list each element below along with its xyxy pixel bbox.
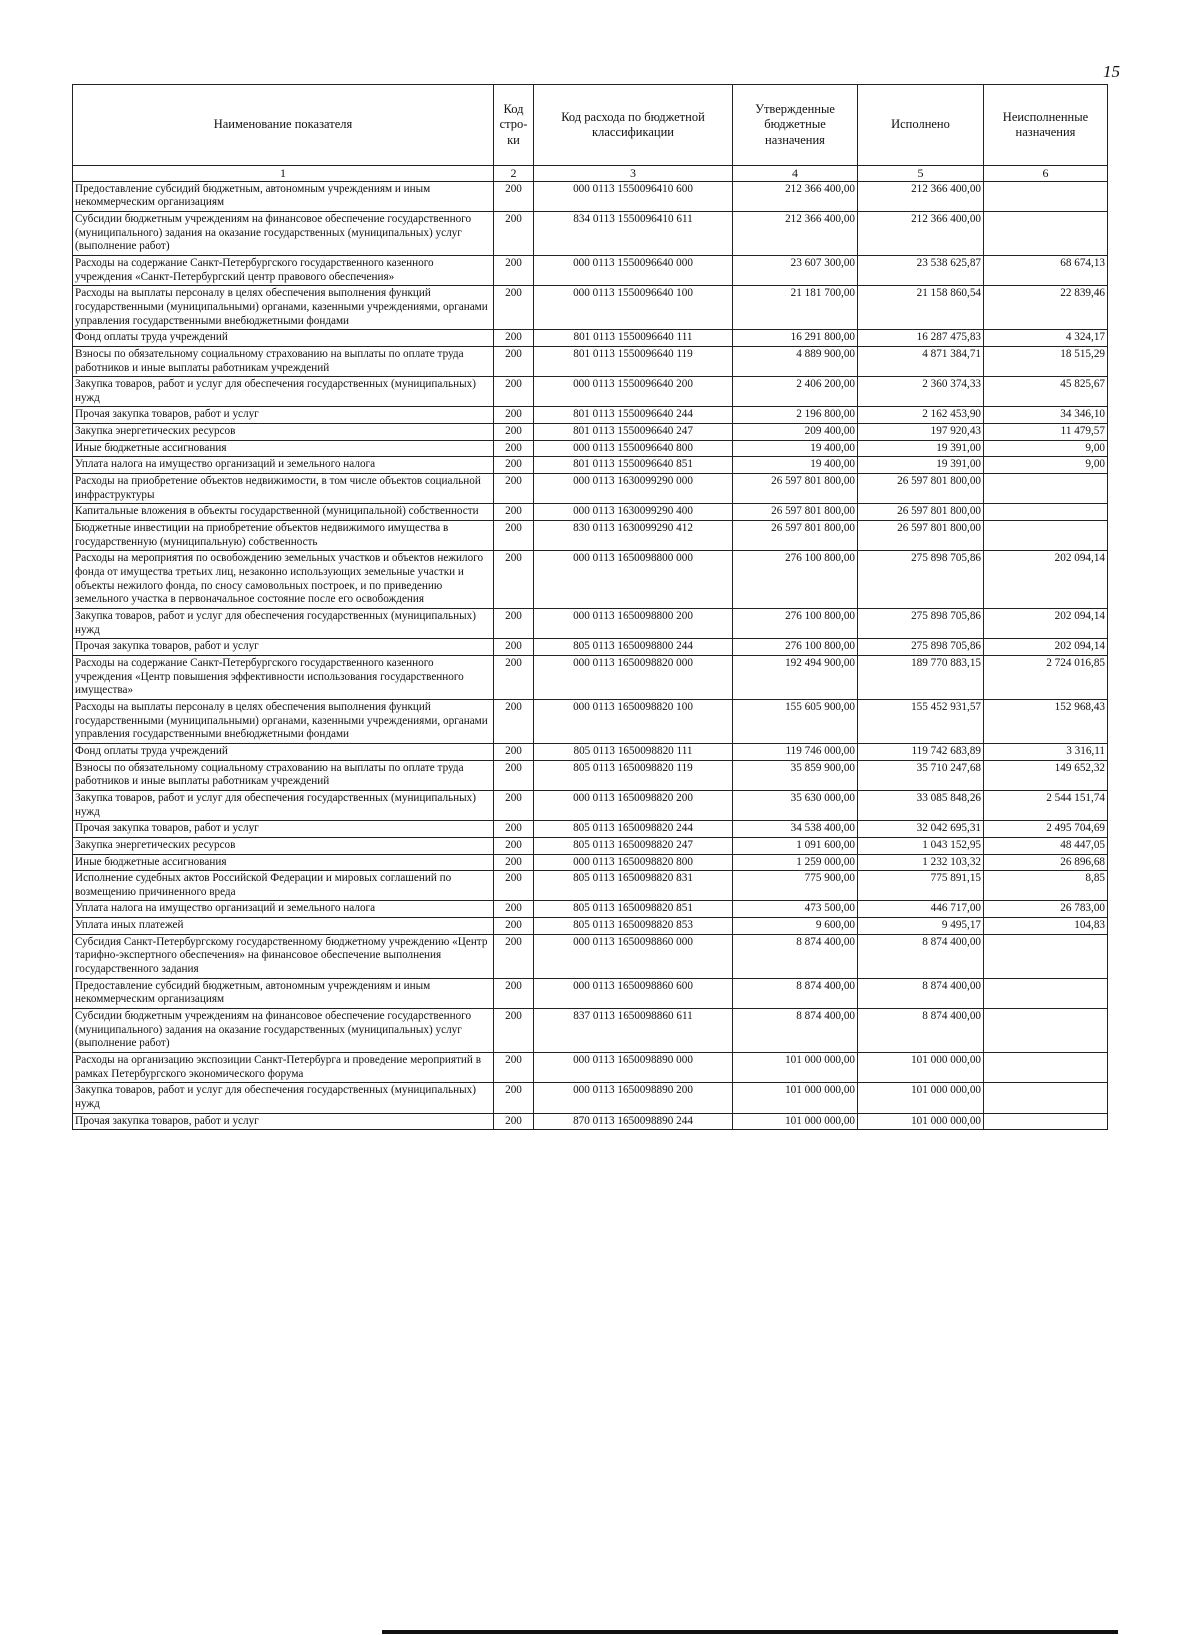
unexecuted-amount-cell: 4 324,17 xyxy=(984,330,1108,347)
executed-amount-cell: 26 597 801 800,00 xyxy=(858,521,984,551)
executed-amount-cell: 26 597 801 800,00 xyxy=(858,474,984,504)
line-code-cell: 200 xyxy=(494,521,534,551)
unexecuted-amount-cell: 202 094,14 xyxy=(984,551,1108,609)
indicator-name-cell: Закупка товаров, работ и услуг для обеспечения государственных (муниципальных) нужд xyxy=(73,377,494,407)
column-number: 6 xyxy=(984,166,1108,182)
unexecuted-amount-cell: 2 724 016,85 xyxy=(984,655,1108,699)
executed-amount-cell: 8 874 400,00 xyxy=(858,934,984,978)
table-row xyxy=(73,901,1108,918)
header-executed: Исполнено xyxy=(858,85,984,166)
executed-amount-cell: 101 000 000,00 xyxy=(858,1113,984,1130)
table-row xyxy=(73,934,1108,978)
indicator-name-cell: Прочая закупка товаров, работ и услуг xyxy=(73,639,494,656)
indicator-name-cell: Капитальные вложения в объекты государственной (муниципальной) собственности xyxy=(73,504,494,521)
executed-amount-cell: 212 366 400,00 xyxy=(858,211,984,255)
header-expense-code: Код расхода по бюджетной классификации xyxy=(534,85,733,166)
executed-amount-cell: 2 162 453,90 xyxy=(858,407,984,424)
indicator-name-cell: Фонд оплаты труда учреждений xyxy=(73,330,494,347)
executed-amount-cell: 8 874 400,00 xyxy=(858,1009,984,1053)
executed-amount-cell: 26 597 801 800,00 xyxy=(858,504,984,521)
approved-amount-cell: 8 874 400,00 xyxy=(733,1009,858,1053)
expense-code-cell: 805 0113 1650098820 853 xyxy=(534,918,733,935)
approved-amount-cell: 1 259 000,00 xyxy=(733,854,858,871)
executed-amount-cell: 1 043 152,95 xyxy=(858,837,984,854)
unexecuted-amount-cell: 34 346,10 xyxy=(984,407,1108,424)
approved-amount-cell: 9 600,00 xyxy=(733,918,858,935)
table-row xyxy=(73,1009,1108,1053)
expense-code-cell: 805 0113 1650098820 247 xyxy=(534,837,733,854)
line-code-cell: 200 xyxy=(494,854,534,871)
expense-code-cell: 000 0113 1550096640 200 xyxy=(534,377,733,407)
line-code-cell: 200 xyxy=(494,181,534,211)
line-code-cell: 200 xyxy=(494,346,534,376)
approved-amount-cell: 35 859 900,00 xyxy=(733,760,858,790)
indicator-name-cell: Расходы на выплаты персоналу в целях обеспечения выполнения функций государственными (муниципальными) органами, казенными учреждениями, органами управления государственными внебюджетными фондами xyxy=(73,286,494,330)
executed-amount-cell: 275 898 705,86 xyxy=(858,639,984,656)
line-code-cell: 200 xyxy=(494,743,534,760)
indicator-name-cell: Закупка энергетических ресурсов xyxy=(73,837,494,854)
executed-amount-cell: 8 874 400,00 xyxy=(858,978,984,1008)
column-number: 2 xyxy=(494,166,534,182)
table-row xyxy=(73,346,1108,376)
executed-amount-cell: 197 920,43 xyxy=(858,424,984,441)
line-code-cell: 200 xyxy=(494,1009,534,1053)
unexecuted-amount-cell: 9,00 xyxy=(984,440,1108,457)
table-row xyxy=(73,457,1108,474)
table-header xyxy=(73,85,1108,182)
unexecuted-amount-cell: 104,83 xyxy=(984,918,1108,935)
approved-amount-cell: 19 400,00 xyxy=(733,440,858,457)
executed-amount-cell: 35 710 247,68 xyxy=(858,760,984,790)
approved-amount-cell: 2 196 800,00 xyxy=(733,407,858,424)
approved-amount-cell: 8 874 400,00 xyxy=(733,934,858,978)
executed-amount-cell: 21 158 860,54 xyxy=(858,286,984,330)
unexecuted-amount-cell xyxy=(984,474,1108,504)
table-row xyxy=(73,551,1108,609)
table-row xyxy=(73,854,1108,871)
line-code-cell: 200 xyxy=(494,211,534,255)
unexecuted-amount-cell: 3 316,11 xyxy=(984,743,1108,760)
unexecuted-amount-cell: 45 825,67 xyxy=(984,377,1108,407)
unexecuted-amount-cell: 202 094,14 xyxy=(984,609,1108,639)
line-code-cell: 200 xyxy=(494,760,534,790)
table-row xyxy=(73,474,1108,504)
expense-code-cell: 805 0113 1650098820 111 xyxy=(534,743,733,760)
approved-amount-cell: 101 000 000,00 xyxy=(733,1113,858,1130)
unexecuted-amount-cell: 11 479,57 xyxy=(984,424,1108,441)
expense-code-cell: 834 0113 1550096410 611 xyxy=(534,211,733,255)
approved-amount-cell: 34 538 400,00 xyxy=(733,821,858,838)
table-row xyxy=(73,1113,1108,1130)
approved-amount-cell: 35 630 000,00 xyxy=(733,790,858,820)
executed-amount-cell: 155 452 931,57 xyxy=(858,699,984,743)
indicator-name-cell: Закупка энергетических ресурсов xyxy=(73,424,494,441)
indicator-name-cell: Расходы на организацию экспозиции Санкт-Петербурга и проведение мероприятий в рамках Петербургского экономического форума xyxy=(73,1053,494,1083)
approved-amount-cell: 775 900,00 xyxy=(733,871,858,901)
unexecuted-amount-cell xyxy=(984,934,1108,978)
executed-amount-cell: 4 871 384,71 xyxy=(858,346,984,376)
column-number: 3 xyxy=(534,166,733,182)
unexecuted-amount-cell: 26 896,68 xyxy=(984,854,1108,871)
indicator-name-cell: Закупка товаров, работ и услуг для обеспечения государственных (муниципальных) нужд xyxy=(73,1083,494,1113)
expense-code-cell: 000 0113 1650098820 000 xyxy=(534,655,733,699)
line-code-cell: 200 xyxy=(494,504,534,521)
indicator-name-cell: Иные бюджетные ассигнования xyxy=(73,854,494,871)
expense-code-cell: 000 0113 1650098800 200 xyxy=(534,609,733,639)
unexecuted-amount-cell: 2 544 151,74 xyxy=(984,790,1108,820)
indicator-name-cell: Уплата налога на имущество организаций и земельного налога xyxy=(73,457,494,474)
line-code-cell: 200 xyxy=(494,934,534,978)
indicator-name-cell: Взносы по обязательному социальному страхованию на выплаты по оплате труда работников и иные выплаты работникам учреждений xyxy=(73,346,494,376)
expense-code-cell: 000 0113 1630099290 400 xyxy=(534,504,733,521)
line-code-cell: 200 xyxy=(494,790,534,820)
approved-amount-cell: 276 100 800,00 xyxy=(733,609,858,639)
approved-amount-cell: 119 746 000,00 xyxy=(733,743,858,760)
line-code-cell: 200 xyxy=(494,699,534,743)
table-row xyxy=(73,181,1108,211)
column-number: 5 xyxy=(858,166,984,182)
executed-amount-cell: 16 287 475,83 xyxy=(858,330,984,347)
indicator-name-cell: Взносы по обязательному социальному страхованию на выплаты по оплате труда работников и иные выплаты работникам учреждений xyxy=(73,760,494,790)
unexecuted-amount-cell xyxy=(984,504,1108,521)
expense-code-cell: 000 0113 1650098890 000 xyxy=(534,1053,733,1083)
header-approved: Утвержденные бюджетные назначения xyxy=(733,85,858,166)
header-indicator-name: Наименование показателя xyxy=(73,85,494,166)
expense-code-cell: 805 0113 1650098820 851 xyxy=(534,901,733,918)
expense-code-cell: 805 0113 1650098820 831 xyxy=(534,871,733,901)
expense-code-cell: 837 0113 1650098860 611 xyxy=(534,1009,733,1053)
table-row xyxy=(73,639,1108,656)
line-code-cell: 200 xyxy=(494,330,534,347)
budget-execution-table xyxy=(72,84,1108,1130)
header-unexecuted: Неисполненные назначения xyxy=(984,85,1108,166)
line-code-cell: 200 xyxy=(494,407,534,424)
line-code-cell: 200 xyxy=(494,457,534,474)
indicator-name-cell: Субсидии бюджетным учреждениям на финансовое обеспечение государственного (муниципального) задания на оказание государственных (муниципальных) услуг (выполнение работ) xyxy=(73,1009,494,1053)
table-row xyxy=(73,504,1108,521)
executed-amount-cell: 446 717,00 xyxy=(858,901,984,918)
table-row xyxy=(73,286,1108,330)
expense-code-cell: 801 0113 1550096640 111 xyxy=(534,330,733,347)
line-code-cell: 200 xyxy=(494,978,534,1008)
expense-code-cell: 000 0113 1550096640 000 xyxy=(534,255,733,285)
unexecuted-amount-cell xyxy=(984,181,1108,211)
table-row xyxy=(73,330,1108,347)
unexecuted-amount-cell: 8,85 xyxy=(984,871,1108,901)
approved-amount-cell: 4 889 900,00 xyxy=(733,346,858,376)
approved-amount-cell: 26 597 801 800,00 xyxy=(733,474,858,504)
executed-amount-cell: 119 742 683,89 xyxy=(858,743,984,760)
unexecuted-amount-cell xyxy=(984,1009,1108,1053)
unexecuted-amount-cell: 68 674,13 xyxy=(984,255,1108,285)
approved-amount-cell: 101 000 000,00 xyxy=(733,1083,858,1113)
expense-code-cell: 805 0113 1650098800 244 xyxy=(534,639,733,656)
expense-code-cell: 000 0113 1550096410 600 xyxy=(534,181,733,211)
unexecuted-amount-cell xyxy=(984,1113,1108,1130)
unexecuted-amount-cell: 48 447,05 xyxy=(984,837,1108,854)
indicator-name-cell: Предоставление субсидий бюджетным, автономным учреждениям и иным некоммерческим организациям xyxy=(73,181,494,211)
unexecuted-amount-cell: 149 652,32 xyxy=(984,760,1108,790)
table-row xyxy=(73,521,1108,551)
table-row xyxy=(73,407,1108,424)
executed-amount-cell: 1 232 103,32 xyxy=(858,854,984,871)
unexecuted-amount-cell: 9,00 xyxy=(984,457,1108,474)
unexecuted-amount-cell: 202 094,14 xyxy=(984,639,1108,656)
indicator-name-cell: Расходы на выплаты персоналу в целях обеспечения выполнения функций государственными (муниципальными) органами, казенными учреждениями, органами управления государственными внебюджетными фондами xyxy=(73,699,494,743)
approved-amount-cell: 473 500,00 xyxy=(733,901,858,918)
line-code-cell: 200 xyxy=(494,837,534,854)
table-row xyxy=(73,871,1108,901)
line-code-cell: 200 xyxy=(494,474,534,504)
header-line-code: Код стро-ки xyxy=(494,85,534,166)
indicator-name-cell: Исполнение судебных актов Российской Федерации и мировых соглашений по возмещению причиненного вреда xyxy=(73,871,494,901)
table-row xyxy=(73,1083,1108,1113)
executed-amount-cell: 101 000 000,00 xyxy=(858,1053,984,1083)
expense-code-cell: 805 0113 1650098820 119 xyxy=(534,760,733,790)
indicator-name-cell: Предоставление субсидий бюджетным, автономным учреждениям и иным некоммерческим организациям xyxy=(73,978,494,1008)
indicator-name-cell: Субсидии бюджетным учреждениям на финансовое обеспечение государственного (муниципального) задания на оказание государственных (муниципальных) услуг (выполнение работ) xyxy=(73,211,494,255)
table-row xyxy=(73,743,1108,760)
expense-code-cell: 000 0113 1550096640 800 xyxy=(534,440,733,457)
indicator-name-cell: Бюджетные инвестиции на приобретение объектов недвижимого имущества в государственную (муниципальную) собственность xyxy=(73,521,494,551)
line-code-cell: 200 xyxy=(494,609,534,639)
indicator-name-cell: Субсидия Санкт-Петербургскому государственному бюджетному учреждению «Центр тарифно-экспертного обеспечения» на финансовое обеспечение выполнения государственного задания xyxy=(73,934,494,978)
approved-amount-cell: 276 100 800,00 xyxy=(733,551,858,609)
expense-code-cell: 000 0113 1650098860 600 xyxy=(534,978,733,1008)
line-code-cell: 200 xyxy=(494,918,534,935)
line-code-cell: 200 xyxy=(494,255,534,285)
approved-amount-cell: 23 607 300,00 xyxy=(733,255,858,285)
indicator-name-cell: Фонд оплаты труда учреждений xyxy=(73,743,494,760)
line-code-cell: 200 xyxy=(494,1113,534,1130)
table-row xyxy=(73,837,1108,854)
expense-code-cell: 000 0113 1650098890 200 xyxy=(534,1083,733,1113)
table-row xyxy=(73,790,1108,820)
unexecuted-amount-cell xyxy=(984,978,1108,1008)
expense-code-cell: 870 0113 1650098890 244 xyxy=(534,1113,733,1130)
executed-amount-cell: 23 538 625,87 xyxy=(858,255,984,285)
indicator-name-cell: Расходы на приобретение объектов недвижимости, в том числе объектов социальной инфраструктуры xyxy=(73,474,494,504)
indicator-name-cell: Закупка товаров, работ и услуг для обеспечения государственных (муниципальных) нужд xyxy=(73,609,494,639)
table-row xyxy=(73,609,1108,639)
executed-amount-cell: 775 891,15 xyxy=(858,871,984,901)
unexecuted-amount-cell xyxy=(984,521,1108,551)
executed-amount-cell: 2 360 374,33 xyxy=(858,377,984,407)
executed-amount-cell: 212 366 400,00 xyxy=(858,181,984,211)
approved-amount-cell: 26 597 801 800,00 xyxy=(733,521,858,551)
column-number: 1 xyxy=(73,166,494,182)
unexecuted-amount-cell: 18 515,29 xyxy=(984,346,1108,376)
approved-amount-cell: 8 874 400,00 xyxy=(733,978,858,1008)
unexecuted-amount-cell: 2 495 704,69 xyxy=(984,821,1108,838)
indicator-name-cell: Прочая закупка товаров, работ и услуг xyxy=(73,1113,494,1130)
executed-amount-cell: 19 391,00 xyxy=(858,440,984,457)
approved-amount-cell: 155 605 900,00 xyxy=(733,699,858,743)
indicator-name-cell: Закупка товаров, работ и услуг для обеспечения государственных (муниципальных) нужд xyxy=(73,790,494,820)
line-code-cell: 200 xyxy=(494,901,534,918)
table-row xyxy=(73,978,1108,1008)
approved-amount-cell: 209 400,00 xyxy=(733,424,858,441)
table-row xyxy=(73,760,1108,790)
expense-code-cell: 805 0113 1650098820 244 xyxy=(534,821,733,838)
line-code-cell: 200 xyxy=(494,1053,534,1083)
approved-amount-cell: 212 366 400,00 xyxy=(733,181,858,211)
expense-code-cell: 801 0113 1550096640 851 xyxy=(534,457,733,474)
indicator-name-cell: Расходы на содержание Санкт-Петербургского государственного казенного учреждения «Центр повышения эффективности использования государственного имущества» xyxy=(73,655,494,699)
indicator-name-cell: Прочая закупка товаров, работ и услуг xyxy=(73,821,494,838)
line-code-cell: 200 xyxy=(494,1083,534,1113)
line-code-cell: 200 xyxy=(494,286,534,330)
expense-code-cell: 830 0113 1630099290 412 xyxy=(534,521,733,551)
expense-code-cell: 000 0113 1650098820 800 xyxy=(534,854,733,871)
line-code-cell: 200 xyxy=(494,440,534,457)
approved-amount-cell: 21 181 700,00 xyxy=(733,286,858,330)
line-code-cell: 200 xyxy=(494,655,534,699)
expense-code-cell: 000 0113 1650098800 000 xyxy=(534,551,733,609)
line-code-cell: 200 xyxy=(494,821,534,838)
table-row xyxy=(73,255,1108,285)
line-code-cell: 200 xyxy=(494,551,534,609)
table-row xyxy=(73,424,1108,441)
line-code-cell: 200 xyxy=(494,871,534,901)
approved-amount-cell: 212 366 400,00 xyxy=(733,211,858,255)
table-row xyxy=(73,377,1108,407)
executed-amount-cell: 275 898 705,86 xyxy=(858,551,984,609)
approved-amount-cell: 101 000 000,00 xyxy=(733,1053,858,1083)
expense-code-cell: 801 0113 1550096640 247 xyxy=(534,424,733,441)
unexecuted-amount-cell: 26 783,00 xyxy=(984,901,1108,918)
expense-code-cell: 801 0113 1550096640 119 xyxy=(534,346,733,376)
indicator-name-cell: Расходы на содержание Санкт-Петербургского государственного казенного учреждения «Санкт-Петербургский центр правового обеспечения» xyxy=(73,255,494,285)
expense-code-cell: 000 0113 1650098820 200 xyxy=(534,790,733,820)
approved-amount-cell: 276 100 800,00 xyxy=(733,639,858,656)
table-row xyxy=(73,918,1108,935)
executed-amount-cell: 33 085 848,26 xyxy=(858,790,984,820)
executed-amount-cell: 189 770 883,15 xyxy=(858,655,984,699)
executed-amount-cell: 275 898 705,86 xyxy=(858,609,984,639)
table-row xyxy=(73,821,1108,838)
table-body xyxy=(73,181,1108,1130)
indicator-name-cell: Иные бюджетные ассигнования xyxy=(73,440,494,457)
executed-amount-cell: 32 042 695,31 xyxy=(858,821,984,838)
approved-amount-cell: 192 494 900,00 xyxy=(733,655,858,699)
indicator-name-cell: Расходы на мероприятия по освобождению земельных участков и объектов нежилого фонда от имущества третьих лиц, незаконно использующих земельные участки и объекты нежилого фонда, по сносу самовольных построек, и по приведению земельного участка в первоначальное состояние после его освобождения xyxy=(73,551,494,609)
table-row xyxy=(73,655,1108,699)
line-code-cell: 200 xyxy=(494,424,534,441)
expense-code-cell: 000 0113 1650098820 100 xyxy=(534,699,733,743)
table-row xyxy=(73,699,1108,743)
table-row xyxy=(73,211,1108,255)
line-code-cell: 200 xyxy=(494,639,534,656)
indicator-name-cell: Прочая закупка товаров, работ и услуг xyxy=(73,407,494,424)
executed-amount-cell: 19 391,00 xyxy=(858,457,984,474)
column-number: 4 xyxy=(733,166,858,182)
table-row xyxy=(73,440,1108,457)
unexecuted-amount-cell xyxy=(984,211,1108,255)
expense-code-cell: 000 0113 1650098860 000 xyxy=(534,934,733,978)
unexecuted-amount-cell: 152 968,43 xyxy=(984,699,1108,743)
executed-amount-cell: 9 495,17 xyxy=(858,918,984,935)
indicator-name-cell: Уплата налога на имущество организаций и земельного налога xyxy=(73,901,494,918)
unexecuted-amount-cell xyxy=(984,1083,1108,1113)
approved-amount-cell: 1 091 600,00 xyxy=(733,837,858,854)
expense-code-cell: 801 0113 1550096640 244 xyxy=(534,407,733,424)
column-number-row xyxy=(73,166,1108,182)
scan-bottom-edge xyxy=(382,1630,1118,1634)
indicator-name-cell: Уплата иных платежей xyxy=(73,918,494,935)
unexecuted-amount-cell: 22 839,46 xyxy=(984,286,1108,330)
approved-amount-cell: 2 406 200,00 xyxy=(733,377,858,407)
table-row xyxy=(73,1053,1108,1083)
approved-amount-cell: 26 597 801 800,00 xyxy=(733,504,858,521)
line-code-cell: 200 xyxy=(494,377,534,407)
executed-amount-cell: 101 000 000,00 xyxy=(858,1083,984,1113)
expense-code-cell: 000 0113 1550096640 100 xyxy=(534,286,733,330)
approved-amount-cell: 16 291 800,00 xyxy=(733,330,858,347)
expense-code-cell: 000 0113 1630099290 000 xyxy=(534,474,733,504)
approved-amount-cell: 19 400,00 xyxy=(733,457,858,474)
unexecuted-amount-cell xyxy=(984,1053,1108,1083)
page-number: 15 xyxy=(1103,62,1120,81)
